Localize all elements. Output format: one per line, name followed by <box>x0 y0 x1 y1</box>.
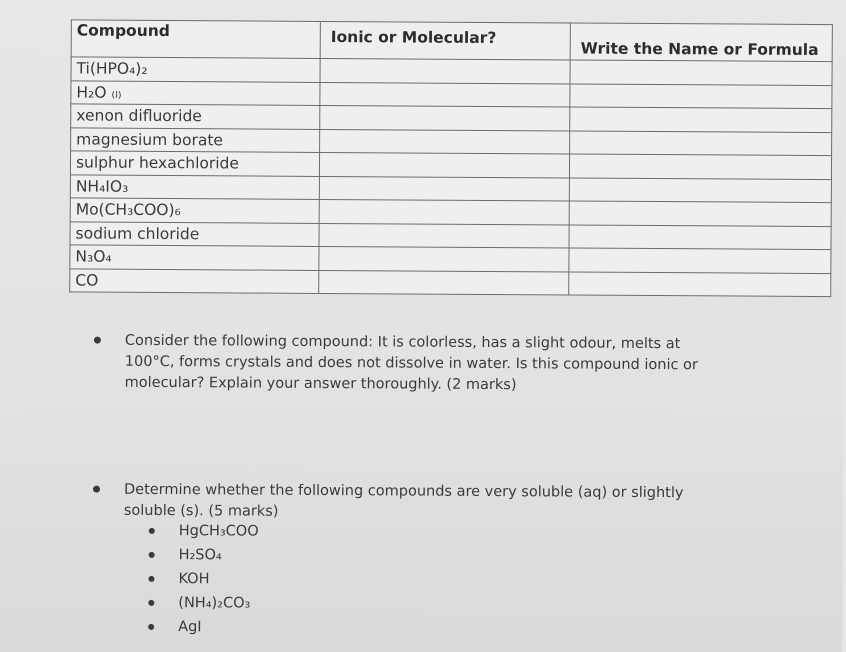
name-or-formula-answer-cell[interactable] <box>570 83 832 108</box>
ionic-or-molecular-column-header: Ionic or Molecular? <box>320 21 570 60</box>
name-or-formula-answer-cell[interactable] <box>569 154 831 179</box>
table-row <box>70 268 831 296</box>
list-item-label: HgCH₃COO <box>178 523 259 540</box>
compound-cell: NH₄IO₃ <box>70 174 319 199</box>
compound-column-header: Compound <box>71 20 320 59</box>
list-item <box>149 543 259 568</box>
ionic-or-molecular-answer-cell[interactable] <box>319 246 569 271</box>
ionic-or-molecular-answer-cell[interactable] <box>320 58 570 83</box>
ionic-or-molecular-answer-cell[interactable] <box>320 82 570 107</box>
compound-cell: sodium chloride <box>70 221 319 246</box>
list-item <box>148 591 258 616</box>
ionic-or-molecular-answer-cell[interactable] <box>320 105 570 130</box>
list-item <box>148 615 258 640</box>
ionic-or-molecular-answer-cell[interactable] <box>319 223 569 248</box>
compound-cell: magnesium borate <box>71 127 320 152</box>
table-header-row <box>71 20 832 62</box>
list-item-label: H₂SO₄ <box>178 547 222 564</box>
name-or-formula-answer-cell[interactable] <box>569 248 831 273</box>
name-or-formula-answer-cell[interactable] <box>569 224 831 249</box>
bullet-icon <box>149 528 155 534</box>
compound-cell: xenon difluoride <box>71 104 320 129</box>
question-1-text: Consider the following compound: It is colorless, has a slight odour, melts at 100°C, forms crystals and does not dissolve in water. Is this compound ionic or molecular? Explain your answer thoroughly. (2 marks) <box>124 332 698 394</box>
list-item <box>149 519 259 544</box>
bullet-icon <box>148 624 154 630</box>
compound-cell: N₃O₄ <box>70 245 319 270</box>
bullet-icon <box>148 600 154 606</box>
list-item-label: AgI <box>178 619 202 636</box>
compounds-table <box>69 19 833 297</box>
ionic-or-molecular-answer-cell[interactable] <box>319 152 569 177</box>
solubility-compound-list <box>148 519 259 640</box>
bullet-icon <box>149 552 155 558</box>
compound-cell: CO <box>70 268 319 293</box>
list-item-label: (NH₄)₂CO₃ <box>178 595 251 612</box>
name-or-formula-answer-cell[interactable] <box>570 107 832 132</box>
name-or-formula-answer-cell[interactable] <box>569 271 831 296</box>
ionic-or-molecular-answer-cell[interactable] <box>319 270 569 295</box>
name-or-formula-column-header: Write the Name or Formula <box>570 23 832 62</box>
list-item <box>148 567 258 592</box>
compound-cell: H₂O ₍ₗ₎ <box>71 80 320 105</box>
ionic-or-molecular-answer-cell[interactable] <box>319 199 569 224</box>
question-2-text: Determine whether the following compounds are very soluble (aq) or slightly soluble (s). (5 marks) <box>123 481 684 520</box>
bullet-icon <box>148 576 154 582</box>
name-or-formula-answer-cell[interactable] <box>569 177 831 202</box>
name-or-formula-answer-cell[interactable] <box>570 130 832 155</box>
ionic-or-molecular-answer-cell[interactable] <box>320 129 570 154</box>
name-or-formula-answer-cell[interactable] <box>570 60 832 85</box>
compound-cell: Ti(HPO₄)₂ <box>71 57 320 82</box>
question-1 <box>94 331 734 398</box>
compound-cell: Mo(CH₃COO)₆ <box>70 198 319 223</box>
bullet-icon <box>93 486 100 493</box>
name-or-formula-answer-cell[interactable] <box>569 201 831 226</box>
list-item-label: KOH <box>178 571 210 588</box>
bullet-icon <box>94 337 101 344</box>
ionic-or-molecular-answer-cell[interactable] <box>319 176 569 201</box>
compound-cell: sulphur hexachloride <box>70 151 319 176</box>
